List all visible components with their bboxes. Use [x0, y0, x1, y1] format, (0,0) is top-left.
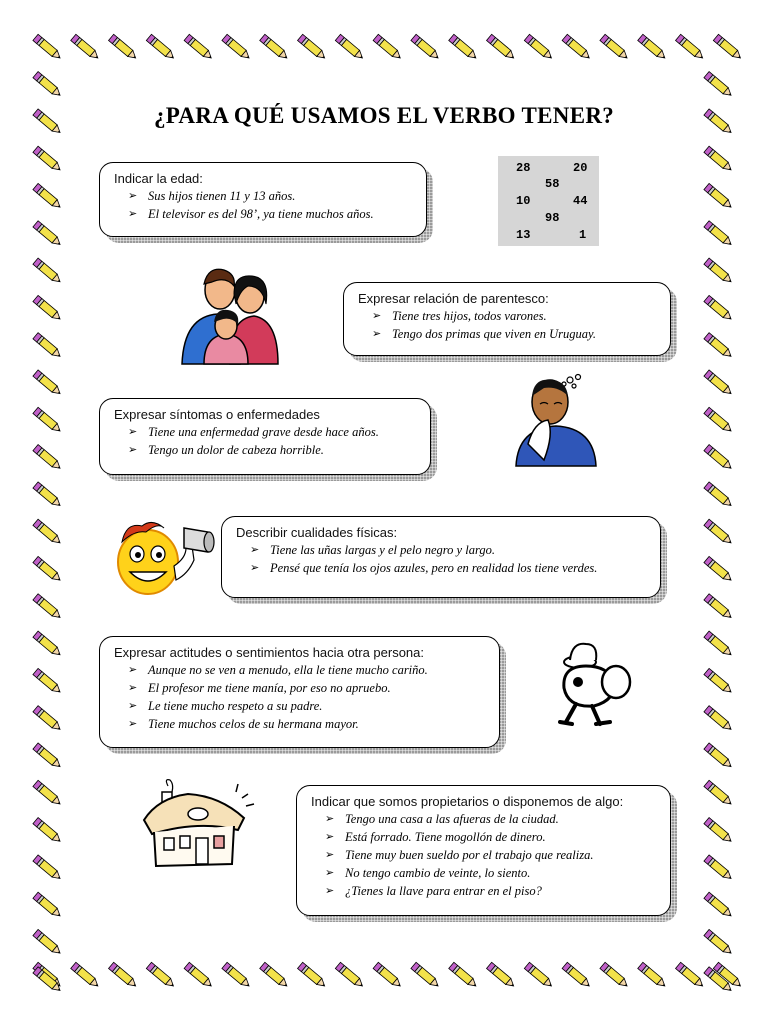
section-heading: Indicar la edad:: [114, 171, 203, 186]
pencil-icon: [33, 445, 63, 472]
example-list: [311, 810, 658, 900]
pencil-icon: [33, 967, 63, 994]
pencil-icon: [704, 818, 734, 845]
section-kinship: [343, 282, 671, 356]
section-attitudes: [99, 636, 500, 748]
pencil-icon: [411, 34, 441, 61]
pencil-icon: [704, 519, 734, 546]
number-cell: 44: [573, 194, 588, 208]
pencil-icon: [704, 855, 734, 882]
pencil-icon: [33, 221, 63, 248]
pencil-icon: [298, 34, 328, 61]
pencil-icon: [33, 556, 63, 583]
pencil-icon: [704, 668, 734, 695]
example-list: [236, 541, 648, 577]
pencil-icon: [184, 962, 214, 989]
number-cell: 58: [545, 177, 560, 191]
pencil-icon: [71, 34, 101, 61]
pencil-icon: [33, 519, 63, 546]
example-list: [114, 423, 418, 459]
pencil-icon: [704, 967, 734, 994]
pencil-icon: [704, 72, 734, 99]
page-title: ¿PARA QUÉ USAMOS EL VERBO TENER?: [153, 103, 615, 128]
example-item: ➢ Tiene muy buen sueldo por el trabajo que realiza.: [345, 846, 658, 864]
pencil-icon: [676, 962, 706, 989]
example-list: [114, 661, 487, 733]
pencil-icon: [638, 962, 668, 989]
pencil-icon: [704, 594, 734, 621]
pencil-icon: [713, 962, 743, 989]
pencil-icon: [33, 706, 63, 733]
pencil-icon: [704, 146, 734, 173]
pencil-icon: [33, 668, 63, 695]
pencil-icon: [562, 962, 592, 989]
pencil-icon: [33, 482, 63, 509]
section-age: [99, 162, 427, 237]
example-item: ➢ Tengo dos primas que viven en Uruguay.: [392, 325, 658, 343]
pencil-icon: [33, 407, 63, 434]
pencil-icon: [704, 333, 734, 360]
pencil-icon: [184, 34, 214, 61]
pencil-icon: [222, 34, 252, 61]
pencil-icon: [600, 962, 630, 989]
pencil-icon: [449, 34, 479, 61]
example-item: ➢ Está forrado. Tiene mogollón de dinero.: [345, 828, 658, 846]
cowboy-character-illustration: [556, 638, 638, 730]
section-heading: Indicar que somos propietarios o disponemos de algo:: [311, 794, 624, 809]
example-item: ➢ No tengo cambio de veinte, lo siento.: [345, 864, 658, 882]
pencil-icon: [373, 962, 403, 989]
section-physical-qualities: [221, 516, 661, 598]
pencil-icon: [222, 962, 252, 989]
pencil-icon: [33, 929, 63, 956]
pencil-icon: [562, 34, 592, 61]
pencil-icon: [33, 780, 63, 807]
example-item: ➢ ¿Tienes la llave para entrar en el piso?: [345, 882, 658, 900]
pencil-icon: [449, 962, 479, 989]
pencil-icon: [33, 962, 63, 989]
pencil-icon: [373, 34, 403, 61]
pencil-icon: [146, 962, 176, 989]
number-cell: 20: [573, 161, 588, 175]
number-cell: 13: [516, 228, 531, 242]
pencil-icon: [411, 962, 441, 989]
pencil-icon: [487, 34, 517, 61]
pencil-icon: [704, 183, 734, 210]
pencil-icon: [704, 556, 734, 583]
pencil-icon: [33, 594, 63, 621]
pencil-icon: [704, 445, 734, 472]
example-item: ➢ Tengo una casa a las afueras de la ciudad.: [345, 810, 658, 828]
pencil-icon: [33, 295, 63, 322]
section-heading: Expresar síntomas o enfermedades: [114, 407, 320, 422]
pencil-icon: [676, 34, 706, 61]
section-heading: Expresar actitudes o sentimientos hacia otra persona:: [114, 645, 425, 660]
pencil-icon: [33, 855, 63, 882]
pencil-icon: [704, 407, 734, 434]
pencil-icon: [33, 743, 63, 770]
pencil-icon: [109, 34, 139, 61]
smiley-hairdryer-illustration: [112, 518, 216, 600]
example-item: ➢ Le tiene mucho respeto a su padre.: [148, 697, 487, 715]
section-heading: Describir cualidades físicas:: [236, 525, 398, 540]
pencil-icon: [487, 962, 517, 989]
pencil-icon: [298, 962, 328, 989]
pencil-icon: [704, 370, 734, 397]
pencil-icon: [33, 631, 63, 658]
pencil-icon: [524, 34, 554, 61]
pencil-icon: [33, 72, 63, 99]
pencil-icon: [524, 962, 554, 989]
example-item: ➢ Aunque no se ven a menudo, ella le tiene mucho cariño.: [148, 661, 487, 679]
example-item: ➢ Tiene muchos celos de su hermana mayor.: [148, 715, 487, 733]
pencil-icon: [713, 34, 743, 61]
example-item: ➢ Sus hijos tienen 11 y 13 años.: [148, 187, 414, 205]
pencil-icon: [704, 258, 734, 285]
sick-man-illustration: [514, 372, 600, 468]
pencil-icon: [335, 34, 365, 61]
example-list: [358, 307, 658, 343]
example-item: ➢ Tiene tres hijos, todos varones.: [392, 307, 658, 325]
section-ownership: [296, 785, 671, 916]
example-item: ➢ Tengo un dolor de cabeza horrible.: [148, 441, 418, 459]
pencil-icon: [33, 818, 63, 845]
pencil-icon: [704, 780, 734, 807]
number-cell: 10: [516, 194, 531, 208]
pencil-icon: [704, 892, 734, 919]
example-item: ➢ Tiene las uñas largas y el pelo negro y largo.: [270, 541, 648, 559]
pencil-icon: [33, 370, 63, 397]
pencil-icon: [33, 892, 63, 919]
number-grid: [498, 156, 599, 246]
example-item: ➢ El profesor me tiene manía, por eso no apruebo.: [148, 679, 487, 697]
pencil-icon: [704, 482, 734, 509]
section-heading: Expresar relación de parentesco:: [358, 291, 549, 306]
pencil-icon: [704, 929, 734, 956]
pencil-icon: [600, 34, 630, 61]
section-symptoms: [99, 398, 431, 475]
family-illustration: [178, 264, 282, 368]
pencil-icon: [33, 34, 63, 61]
pencil-icon: [33, 146, 63, 173]
pencil-icon: [260, 34, 290, 61]
example-item: ➢ El televisor es del 98’, ya tiene muchos años.: [148, 205, 414, 223]
pencil-icon: [704, 706, 734, 733]
example-item: ➢ Pensé que tenía los ojos azules, pero en realidad los tiene verdes.: [270, 559, 648, 577]
pencil-icon: [33, 183, 63, 210]
pencil-icon: [638, 34, 668, 61]
number-cell: 98: [545, 211, 560, 225]
house-illustration: [138, 778, 258, 872]
pencil-icon: [704, 221, 734, 248]
number-cell: 1: [579, 228, 587, 242]
pencil-icon: [109, 962, 139, 989]
pencil-icon: [704, 295, 734, 322]
number-cell: 28: [516, 161, 531, 175]
pencil-icon: [260, 962, 290, 989]
pencil-icon: [704, 743, 734, 770]
example-item: ➢ Tiene una enfermedad grave desde hace años.: [148, 423, 418, 441]
example-list: [114, 187, 414, 223]
pencil-icon: [146, 34, 176, 61]
pencil-icon: [335, 962, 365, 989]
pencil-icon: [33, 333, 63, 360]
pencil-icon: [704, 631, 734, 658]
pencil-icon: [33, 258, 63, 285]
pencil-icon: [71, 962, 101, 989]
